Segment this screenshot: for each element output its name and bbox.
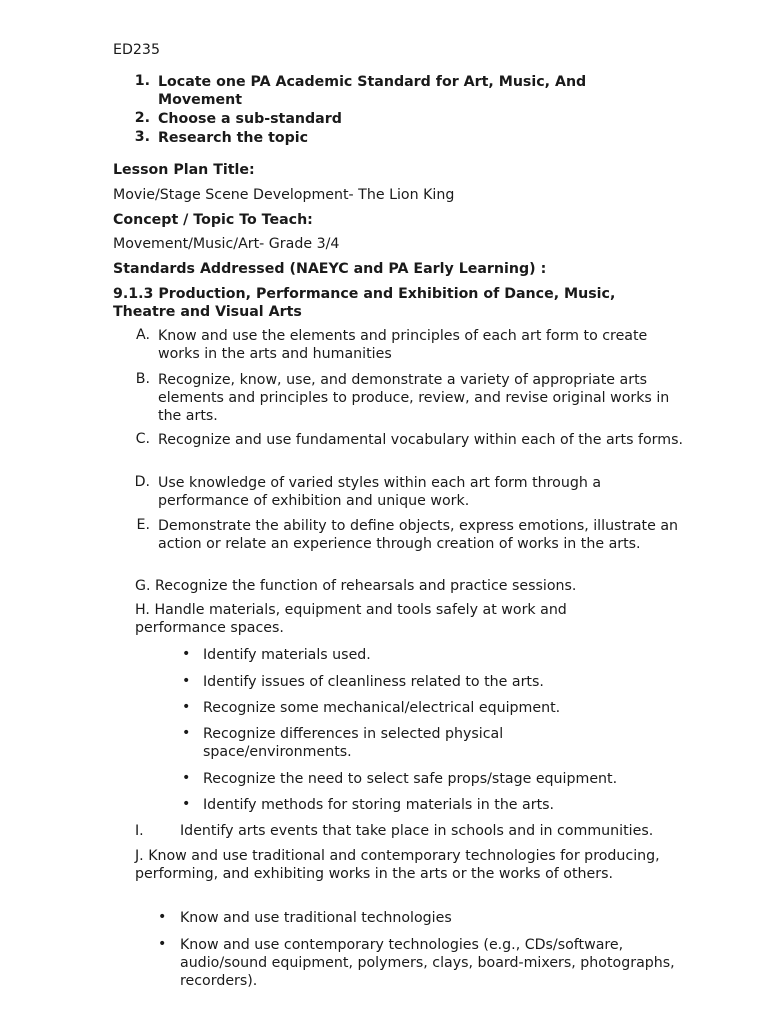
bullet-dot: • bbox=[158, 909, 167, 925]
bullet-dot: • bbox=[182, 699, 191, 715]
item-marker: C. bbox=[135, 431, 150, 447]
step-text: Choose a sub-standard bbox=[158, 111, 342, 127]
item-text: Demonstrate the ability to define objects, express emotions, illustrate an action or relate an experience through creation of works in the arts. bbox=[158, 518, 679, 553]
item-marker: A. bbox=[136, 327, 150, 343]
bullet-dot: • bbox=[182, 673, 191, 689]
list-item: Identify methods for storing materials in the arts. bbox=[203, 797, 555, 813]
lesson-title-label: Lesson Plan Title: bbox=[113, 162, 255, 178]
item-marker: B. bbox=[135, 371, 150, 387]
step-text: Research the topic bbox=[158, 130, 309, 146]
list-item: Recognize some mechanical/electrical equipment. bbox=[203, 700, 561, 716]
list-item: Know and use contemporary technologies (e.g., CDs/software, audio/sound equipment, polymers, clays, board-mixers, photographs, recorders). bbox=[180, 937, 675, 990]
bullet-dot: • bbox=[182, 796, 191, 812]
course-code: ED235 bbox=[113, 42, 160, 58]
step-number: 3. bbox=[134, 129, 150, 145]
lesson-title-value: Movie/Stage Scene Development- The Lion King bbox=[113, 187, 455, 203]
item-text: Recognize and use fundamental vocabulary within each of the arts forms. bbox=[158, 432, 683, 448]
item-text: Use knowledge of varied styles within each art form through a performance of exhibition and unique work. bbox=[158, 475, 602, 510]
list-item: Recognize the need to select safe props/stage equipment. bbox=[203, 771, 618, 787]
item-marker: E. bbox=[136, 517, 150, 533]
step-number: 1. bbox=[134, 73, 150, 89]
bullet-dot: • bbox=[182, 725, 191, 741]
bullet-dot: • bbox=[182, 770, 191, 786]
step-number: 2. bbox=[134, 110, 150, 126]
list-item: Know and use traditional technologies bbox=[180, 910, 452, 926]
item-h: H. Handle materials, equipment and tools safely at work and performance spaces. bbox=[135, 602, 567, 637]
concept-value: Movement/Music/Art- Grade 3/4 bbox=[113, 236, 340, 252]
item-j: J. Know and use traditional and contemporary technologies for producing, performing, and exhibiting works in the arts or the works of others. bbox=[135, 848, 660, 883]
concept-label: Concept / Topic To Teach: bbox=[113, 212, 313, 228]
item-text: Recognize, know, use, and demonstrate a variety of appropriate arts elements and principles to produce, review, and revise original works in the arts. bbox=[158, 372, 670, 425]
standards-label: Standards Addressed (NAEYC and PA Early Learning) : bbox=[113, 261, 547, 277]
item-marker: D. bbox=[134, 474, 150, 490]
list-item: Identify issues of cleanliness related to the arts. bbox=[203, 674, 544, 690]
bullet-dot: • bbox=[182, 646, 191, 662]
list-item: Recognize differences in selected physical space/environments. bbox=[203, 726, 504, 761]
item-g: G. Recognize the function of rehearsals and practice sessions. bbox=[135, 578, 577, 594]
item-i-marker: I. bbox=[135, 823, 144, 839]
item-text: Know and use the elements and principles of each art form to create works in the arts and humanities bbox=[158, 328, 648, 363]
step-text: Locate one PA Academic Standard for Art, Music, And Movement bbox=[158, 74, 587, 109]
item-i-text: Identify arts events that take place in schools and in communities. bbox=[180, 823, 654, 839]
standard-heading: 9.1.3 Production, Performance and Exhibition of Dance, Music, Theatre and Visual Arts bbox=[113, 286, 616, 321]
bullet-dot: • bbox=[158, 936, 167, 952]
list-item: Identify materials used. bbox=[203, 647, 371, 663]
